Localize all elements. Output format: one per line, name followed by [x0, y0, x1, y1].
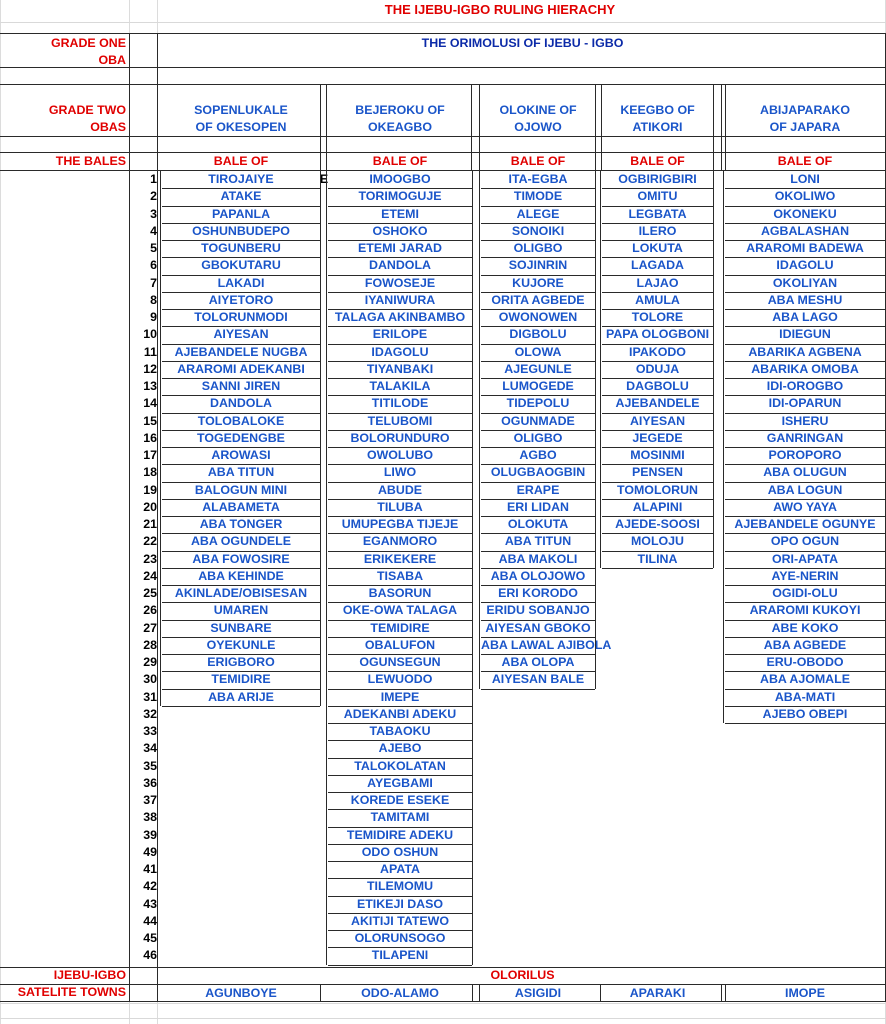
- bale-cell: ABARIKA OMOBA: [751, 361, 859, 376]
- bale-cell: LONI: [790, 172, 820, 186]
- bale-of-header: BALE OF: [510, 154, 566, 168]
- bale-cell: ABA AGBEDE: [763, 637, 847, 652]
- bale-cell: ABA FOWOSIRE: [192, 551, 290, 566]
- row-number: 21: [143, 517, 157, 531]
- bale-cell: ARAROMI ADEKANBI: [177, 361, 305, 376]
- bale-cell: SOJINRIN: [508, 258, 568, 273]
- column-border: [595, 171, 596, 689]
- row-number: 1: [150, 172, 157, 186]
- bale-cell: IDI-OPARUN: [768, 396, 842, 411]
- grid-line: [0, 1003, 886, 1004]
- bale-cell: TEMIDIRE: [370, 620, 430, 635]
- border-line: [721, 984, 722, 1001]
- row-number: 27: [143, 620, 157, 635]
- cell-border: [481, 689, 595, 690]
- grade-two-label-line2: OBAS: [90, 120, 126, 134]
- bale-cell: DANDOLA: [369, 258, 431, 273]
- row-number: 28: [143, 637, 157, 652]
- bale-cell: ABA OGUNDELE: [190, 534, 292, 549]
- bale-cell: AROWASI: [211, 448, 271, 462]
- bale-cell: OKE-OWA TALAGA: [342, 603, 458, 618]
- bale-cell: JEGEDE: [632, 430, 683, 445]
- bale-cell: APATA: [380, 862, 420, 876]
- grade-one-label: [0, 35, 126, 69]
- bale-cell: OLOWA: [514, 344, 562, 359]
- satellite-label-line1: IJEBU-IGBO: [53, 968, 126, 982]
- bale-cell: ERI LIDAN: [507, 499, 569, 514]
- bale-cell: TOLORE: [631, 310, 684, 324]
- bale-cell: AJEDE-SOOSI: [615, 517, 700, 531]
- bale-cell: OKOLIYAN: [772, 275, 838, 290]
- bale-cell: ABA LAGO: [772, 310, 838, 324]
- row-number: 3: [150, 206, 157, 221]
- bale-of-header: BALE OF: [372, 154, 428, 168]
- row-number: 30: [143, 672, 157, 687]
- oba-line1: SOPENLUKALE: [194, 103, 288, 117]
- bale-cell: TALAKILA: [369, 379, 431, 393]
- row-number: 44: [143, 913, 157, 928]
- olorilus-header: OLORILUS: [490, 968, 555, 982]
- bale-cell: ORI-APATA: [771, 551, 839, 566]
- bale-cell: AKITIJI TATEWO: [351, 913, 449, 928]
- bale-cell: DANDOLA: [210, 396, 272, 411]
- bale-cell: ERIKEKERE: [363, 551, 437, 566]
- bale-cell: OLORUNSOGO: [354, 931, 446, 945]
- column-border: [326, 171, 327, 965]
- oba-line1: OLOKINE OF: [499, 103, 577, 117]
- column-border: [723, 171, 724, 723]
- column-border: [713, 171, 714, 568]
- bale-cell: ABA MESHU: [767, 292, 843, 307]
- oba-line2: ATIKORI: [632, 120, 683, 134]
- grade-two-label-line1: GRADE TWO: [48, 103, 126, 117]
- row-number: 49: [143, 844, 157, 859]
- row-number: 42: [143, 879, 157, 894]
- bale-of-header: BALE OF: [777, 154, 833, 168]
- bale-cell: ETIKEJI DASO: [356, 896, 444, 911]
- cell-border: [725, 723, 885, 724]
- bale-cell: PENSEN: [632, 465, 683, 480]
- grade-two-oba-name: [481, 102, 595, 136]
- oba-line1: ABIJAPARAKO: [760, 103, 850, 117]
- bale-cell: ARAROMI KUKOYI: [749, 603, 861, 618]
- row-number: 37: [143, 793, 157, 807]
- bale-cell: ALABAMETA: [202, 499, 280, 514]
- bale-cell: ETEMI JARAD: [358, 241, 442, 255]
- satellite-label-line2: SATELITE TOWNS: [17, 985, 126, 999]
- bale-cell: ABUDE: [377, 482, 423, 497]
- bale-cell: OGIDI-OLU: [772, 586, 838, 600]
- bale-cell: ABA OLOPA: [501, 655, 575, 669]
- border-line: [471, 84, 472, 170]
- bale-cell: ILERO: [638, 223, 677, 238]
- bale-cell: OBALUFON: [364, 637, 436, 652]
- bale-cell: ABARIKA AGBENA: [748, 344, 862, 359]
- row-number: 46: [143, 948, 157, 963]
- row-number: 16: [143, 430, 157, 445]
- bale-cell: ERIGBORO: [207, 655, 275, 669]
- bale-cell: OLUGBAOGBIN: [490, 465, 586, 480]
- bale-cell: MOSINMI: [630, 448, 685, 462]
- bale-cell: ERU-OBODO: [766, 655, 844, 669]
- row-number: 6: [150, 258, 157, 273]
- satellite-town: ODO-ALAMO: [361, 986, 439, 1000]
- row-number: 12: [143, 361, 157, 376]
- bales-label: THE BALES: [55, 154, 126, 168]
- grade-two-oba-name: [162, 102, 320, 136]
- bale-cell: OWONOWEN: [498, 310, 578, 324]
- bale-cell: TOGEDENGBE: [197, 430, 285, 445]
- column-border: [479, 171, 480, 689]
- bale-cell: ERILOPE: [372, 327, 428, 342]
- bale-cell: TITILODE: [371, 396, 429, 411]
- row-number: 11: [143, 344, 157, 359]
- bale-cell: AJEBO OBEPI: [762, 706, 848, 721]
- bale-cell: OSHOKO: [372, 223, 428, 238]
- satellite-town: ASIGIDI: [514, 986, 562, 1000]
- grade-one-label-line2: OBA: [98, 53, 126, 67]
- bale-cell: ERIDU SOBANJO: [486, 603, 590, 618]
- bale-cell: OGUNSEGUN: [359, 655, 441, 669]
- bale-cell: ABA OLOJOWO: [490, 568, 586, 583]
- satellite-town: APARAKI: [629, 986, 686, 1000]
- bale-cell: LUMOGEDE: [502, 379, 574, 393]
- oba-line1: BEJEROKU OF: [355, 103, 445, 117]
- bale-cell: IMEPE: [380, 689, 420, 704]
- grade-two-oba-name: [602, 102, 713, 136]
- bale-cell: OKOLIWO: [774, 189, 836, 204]
- bale-cell: LIWO: [383, 465, 417, 480]
- page-title: THE IJEBU-IGBO RULING HIERACHY: [384, 2, 616, 17]
- row-number: 15: [143, 413, 157, 428]
- bale-cell: AJEBANDELE OGUNYE: [734, 517, 876, 531]
- grid-line: [0, 1018, 886, 1019]
- bale-cell: DAGBOLU: [626, 379, 689, 393]
- bale-cell: IDAGOLU: [371, 344, 429, 359]
- bale-cell: OGBIRIGBIRI: [618, 172, 697, 186]
- bale-cell: GANRINGAN: [766, 430, 844, 445]
- bale-cell: SUNBARE: [210, 620, 272, 635]
- bale-cell: TIROJAIYE: [208, 172, 274, 186]
- stray-mark: E: [319, 172, 329, 186]
- bale-cell: TOLOBALOKE: [197, 413, 285, 428]
- bale-cell: BASORUN: [368, 586, 432, 600]
- border-line: [725, 84, 726, 170]
- bale-cell: AMULA: [635, 292, 680, 307]
- bale-cell: LEWUODO: [367, 672, 433, 687]
- row-number: 20: [143, 499, 157, 514]
- grade-two-oba-name: [725, 102, 885, 136]
- bale-of-header: BALE OF: [630, 154, 685, 168]
- grade-one-label-line1: GRADE ONE: [50, 36, 126, 50]
- bale-cell: ATAKE: [220, 189, 262, 204]
- border-line: [0, 84, 886, 85]
- bale-cell: TIMODE: [513, 189, 563, 204]
- cell-border: [328, 965, 472, 966]
- bale-cell: AJEBANDELE NUGBA: [174, 344, 308, 359]
- bale-cell: KUJORE: [512, 275, 564, 290]
- bale-cell: TEMIDIRE: [211, 672, 271, 687]
- bale-cell: ORITA AGBEDE: [491, 292, 585, 307]
- bale-cell: ABA KEHINDE: [198, 568, 284, 583]
- bale-cell: SONOIKI: [511, 223, 565, 238]
- row-number: 17: [143, 448, 157, 462]
- border-line: [326, 84, 327, 170]
- oba-line2: OJOWO: [514, 120, 562, 134]
- grade-two-label: [0, 102, 126, 136]
- satellite-label: [0, 967, 126, 1001]
- row-number: 22: [143, 534, 157, 549]
- bale-cell: OLOKUTA: [507, 517, 569, 531]
- bale-cell: POROPORO: [768, 448, 842, 462]
- oba-line2: OF JAPARA: [769, 120, 841, 134]
- bale-cell: IDAGOLU: [776, 258, 834, 273]
- row-number: 26: [143, 603, 157, 618]
- bale-cell: OPO OGUN: [770, 534, 840, 549]
- bale-cell: ABA TITUN: [504, 534, 572, 549]
- bale-cell: LAKADI: [217, 275, 265, 290]
- row-number: 9: [150, 310, 157, 324]
- row-number: 33: [143, 724, 157, 738]
- border-line: [320, 84, 321, 170]
- row-number: 32: [143, 706, 157, 721]
- bale-cell: IYANIWURA: [364, 292, 436, 307]
- border-line: [479, 984, 480, 1001]
- border-line: [601, 84, 602, 170]
- row-number: 31: [143, 689, 157, 704]
- bale-cell: ABA LAWAL AJIBOLA: [481, 637, 612, 652]
- bale-cell: OLIGBO: [513, 430, 563, 445]
- bale-cell: ALAPINI: [632, 499, 683, 514]
- bale-cell: OLIGBO: [513, 241, 563, 255]
- bale-cell: AGBO: [519, 448, 557, 462]
- row-number: 14: [143, 396, 157, 411]
- row-number: 39: [143, 827, 157, 842]
- bale-cell: IMOOGBO: [369, 172, 431, 186]
- bale-cell: IDI-OROGBO: [766, 379, 844, 393]
- bale-cell: TELUBOMI: [367, 413, 433, 428]
- column-border: [320, 171, 321, 706]
- bale-cell: KOREDE ESEKE: [350, 793, 450, 807]
- bale-cell: UMAREN: [213, 603, 269, 618]
- row-number: 10: [143, 327, 157, 342]
- row-number: 18: [143, 465, 157, 480]
- row-number: 35: [143, 758, 157, 773]
- bale-cell: AIYETORO: [208, 292, 274, 307]
- border-line: [0, 33, 886, 34]
- row-number: 41: [143, 862, 157, 876]
- bale-cell: TILAPENI: [371, 948, 429, 963]
- bale-cell: TOGUNBERU: [201, 241, 281, 255]
- bale-cell: AGBALASHAN: [760, 223, 850, 238]
- grade-two-oba-name: [328, 102, 472, 136]
- row-number: 29: [143, 655, 157, 669]
- bale-cell: TOMOLORUN: [617, 482, 698, 497]
- bale-cell: ABA OLUGUN: [763, 465, 847, 480]
- border-line: [721, 84, 722, 170]
- bale-cell: OMITU: [637, 189, 678, 204]
- border-line: [472, 984, 473, 1001]
- row-number: 7: [150, 275, 157, 290]
- border-line: [157, 33, 158, 1001]
- bale-cell: IPAKODO: [629, 344, 686, 359]
- row-number: 43: [143, 896, 157, 911]
- bale-cell: TORIMOGUJE: [358, 189, 442, 204]
- bale-cell: OYEKUNLE: [206, 637, 276, 652]
- bale-cell: OKONEKU: [773, 206, 837, 221]
- bale-cell: TALAGA AKINBAMBO: [334, 310, 466, 324]
- bale-cell: TIYANBAKI: [366, 361, 434, 376]
- bale-cell: LAGADA: [631, 258, 684, 273]
- bale-cell: AIYESAN: [213, 327, 269, 342]
- oba-line2: OKEAGBO: [367, 120, 433, 134]
- bale-cell: TILUBA: [377, 499, 423, 514]
- bale-cell: AYE-NERIN: [771, 568, 839, 583]
- bale-cell: OWOLUBO: [366, 448, 434, 462]
- bale-cell: ABA ARIJE: [208, 689, 274, 704]
- bale-cell: GBOKUTARU: [201, 258, 281, 273]
- bale-cell: PAPA OLOGBONI: [605, 327, 710, 342]
- bale-cell: IDIEGUN: [779, 327, 831, 342]
- bale-cell: AIYESAN BALE: [491, 672, 585, 687]
- bale-cell: TAMITAMI: [370, 810, 430, 825]
- bale-cell: ABA LOGUN: [767, 482, 843, 497]
- bale-cell: ABA TONGER: [199, 517, 283, 531]
- row-number: 23: [143, 551, 157, 566]
- bale-cell: ADEKANBI ADEKU: [343, 706, 457, 721]
- bale-cell: ETEMI: [381, 206, 419, 221]
- row-number: 5: [150, 241, 157, 255]
- bale-cell: ABA AJOMALE: [760, 672, 850, 687]
- bale-cell: TALOKOLATAN: [354, 758, 446, 773]
- column-border: [472, 171, 473, 965]
- row-number: 4: [150, 223, 157, 238]
- bale-cell: ABA MAKOLI: [498, 551, 578, 566]
- bale-cell: ARAROMI BADEWA: [746, 241, 864, 255]
- bale-cell: FOWOSEJE: [364, 275, 436, 290]
- bale-cell: TISABA: [376, 568, 424, 583]
- bale-cell: TABAOKU: [369, 724, 431, 738]
- border-line: [713, 84, 714, 170]
- oba-line2: OF OKESOPEN: [195, 120, 287, 134]
- column-border: [160, 171, 161, 706]
- border-line: [0, 136, 886, 137]
- bale-cell: ABA-MATI: [774, 689, 836, 704]
- bale-cell: LAJAO: [636, 275, 679, 290]
- bale-cell: TILINA: [637, 551, 678, 566]
- bale-cell: OSHUNBUDEPO: [192, 223, 290, 238]
- bale-cell: AYEGBAMI: [367, 775, 433, 790]
- bale-cell: ERAPE: [516, 482, 560, 497]
- bale-cell: ABE KOKO: [771, 620, 839, 635]
- grade-one-oba: THE ORIMOLUSI OF IJEBU - IGBO: [421, 36, 624, 50]
- column-border: [600, 171, 601, 568]
- row-number: 45: [143, 931, 157, 945]
- row-number: 36: [143, 775, 157, 790]
- row-number: 8: [150, 292, 157, 307]
- bale-of-header: BALE OF: [213, 154, 269, 168]
- bale-cell: ERI KORODO: [498, 586, 578, 600]
- row-number: 24: [143, 568, 157, 583]
- row-number: 25: [143, 586, 157, 600]
- bale-cell: ITA-EGBA: [508, 172, 568, 186]
- bale-cell: AIYESAN: [629, 413, 686, 428]
- bale-cell: TEMIDIRE ADEKU: [346, 827, 454, 842]
- bale-cell: LOKUTA: [632, 241, 683, 255]
- border-line: [479, 84, 480, 170]
- bale-cell: OGUNMADE: [501, 413, 575, 428]
- bale-cell: ALEGE: [516, 206, 560, 221]
- bale-cell: TILEMOMU: [366, 879, 434, 894]
- row-number: 13: [143, 379, 157, 393]
- bale-cell: TIDEPOLU: [506, 396, 570, 411]
- border-line: [725, 984, 726, 1001]
- bale-cell: ODUJA: [635, 361, 680, 376]
- bale-cell: EGANMORO: [362, 534, 438, 549]
- border-line: [600, 984, 601, 1001]
- bale-cell: AIYESAN GBOKO: [485, 620, 591, 635]
- bale-cell: UMUPEGBA TIJEJE: [341, 517, 459, 531]
- bale-cell: MOLOJU: [630, 534, 684, 549]
- satellite-town: AGUNBOYE: [205, 986, 277, 1000]
- bale-cell: BOLORUNDURO: [350, 430, 450, 445]
- bale-cell: AJEGUNLE: [504, 361, 572, 376]
- row-number: 34: [143, 741, 157, 756]
- bale-cell: DIGBOLU: [509, 327, 567, 342]
- bale-cell: TOLORUNMODI: [194, 310, 288, 324]
- row-number: 38: [143, 810, 157, 825]
- oba-line1: KEEGBO OF: [620, 103, 695, 117]
- satellite-town: IMOPE: [785, 986, 825, 1000]
- bale-cell: BALOGUN MINI: [194, 482, 288, 497]
- bale-cell: AKINLADE/OBISESAN: [174, 586, 308, 600]
- row-number: 2: [150, 189, 157, 204]
- cell-border: [162, 706, 320, 707]
- bale-cell: AJEBO: [378, 741, 422, 756]
- bale-cell: SANNI JIREN: [201, 379, 281, 393]
- grid-line: [0, 22, 886, 23]
- row-number: 19: [143, 482, 157, 497]
- bale-cell: ISHERU: [781, 413, 829, 428]
- bale-cell: ODO OSHUN: [361, 844, 439, 859]
- border-line: [320, 984, 321, 1001]
- bale-cell: AJEBANDELE: [615, 396, 700, 411]
- border-line: [595, 84, 596, 170]
- cell-border: [602, 568, 713, 569]
- bale-cell: ABA TITUN: [207, 465, 275, 480]
- bale-cell: AWO YAYA: [773, 499, 837, 514]
- border-line: [0, 67, 886, 68]
- bale-cell: LEGBATA: [628, 206, 687, 221]
- bale-cell: PAPANLA: [211, 206, 271, 221]
